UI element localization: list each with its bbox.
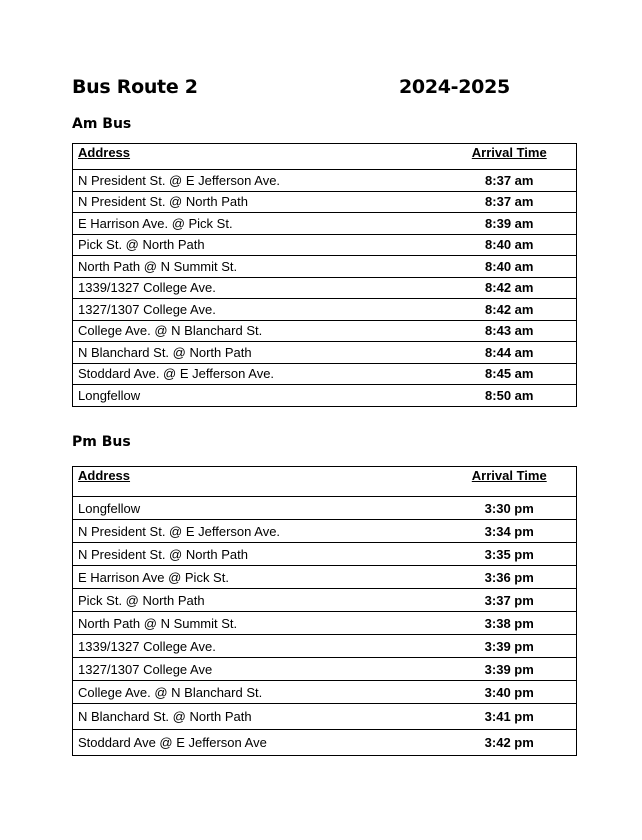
am-stop-time: 8:42 am [443,277,577,299]
pm-stop-address: North Path @ N Summit St. [73,612,443,635]
am-stop-address: 1339/1327 College Ave. [73,277,443,299]
am-stop-time: 8:37 am [443,170,577,192]
am-bus-heading: Am Bus [72,116,132,132]
pm-stop-address: E Harrison Ave @ Pick St. [73,566,443,589]
pm-table-row [73,730,577,756]
am-stop-time: 8:44 am [443,342,577,364]
am-stop-address: N President St. @ North Path [73,191,443,213]
am-table-row [73,213,577,235]
am-stop-time: 8:43 am [443,320,577,342]
pm-stop-address: Longfellow [73,497,443,520]
am-stop-address: Longfellow [73,385,443,407]
am-arrival-time-column-header: Arrival Time [443,144,577,170]
pm-stop-address: N Blanchard St. @ North Path [73,704,443,730]
pm-stop-time: 3:30 pm [443,497,577,520]
am-table-row [73,299,577,321]
pm-stop-time: 3:39 pm [443,635,577,658]
am-table-row [73,234,577,256]
school-year: 2024-2025 [399,76,510,98]
am-table-row [73,363,577,385]
pm-table-row [73,543,577,566]
pm-stop-time: 3:38 pm [443,612,577,635]
pm-schedule-table [72,466,577,756]
pm-table-row [73,681,577,704]
pm-stop-address: 1327/1307 College Ave [73,658,443,681]
pm-table-row [73,566,577,589]
am-table-row [73,170,577,192]
am-stop-address: North Path @ N Summit St. [73,256,443,278]
am-stop-time: 8:40 am [443,256,577,278]
pm-arrival-time-column-header: Arrival Time [443,467,577,497]
am-stop-time: 8:50 am [443,385,577,407]
am-stop-address: College Ave. @ N Blanchard St. [73,320,443,342]
am-stop-time: 8:45 am [443,363,577,385]
am-stop-address: Pick St. @ North Path [73,234,443,256]
pm-table-row [73,497,577,520]
am-stop-address: E Harrison Ave. @ Pick St. [73,213,443,235]
pm-stop-time: 3:34 pm [443,520,577,543]
am-table-row [73,320,577,342]
am-schedule-table [72,143,577,407]
pm-stop-address: 1339/1327 College Ave. [73,635,443,658]
am-table-row [73,342,577,364]
am-stop-time: 8:37 am [443,191,577,213]
pm-bus-heading: Pm Bus [72,434,131,450]
am-table-row [73,277,577,299]
am-table-row [73,191,577,213]
pm-table-row [73,612,577,635]
page-title: Bus Route 2 [72,76,198,98]
am-address-column-header: Address [73,144,443,170]
am-table-row [73,385,577,407]
pm-stop-address: Stoddard Ave @ E Jefferson Ave [73,730,443,756]
pm-address-column-header: Address [73,467,443,497]
pm-stop-time: 3:42 pm [443,730,577,756]
pm-stop-address: Pick St. @ North Path [73,589,443,612]
am-stop-address: N Blanchard St. @ North Path [73,342,443,364]
pm-stop-address: College Ave. @ N Blanchard St. [73,681,443,704]
pm-stop-time: 3:36 pm [443,566,577,589]
am-stop-time: 8:39 am [443,213,577,235]
am-stop-time: 8:40 am [443,234,577,256]
pm-table-row [73,520,577,543]
pm-stop-address: N President St. @ North Path [73,543,443,566]
pm-stop-address: N President St. @ E Jefferson Ave. [73,520,443,543]
pm-stop-time: 3:40 pm [443,681,577,704]
pm-table-row [73,635,577,658]
pm-stop-time: 3:35 pm [443,543,577,566]
pm-table-row [73,589,577,612]
pm-table-row [73,658,577,681]
pm-table-row [73,704,577,730]
am-table-row [73,256,577,278]
am-table-header-row [73,144,577,170]
am-stop-address: N President St. @ E Jefferson Ave. [73,170,443,192]
pm-stop-time: 3:37 pm [443,589,577,612]
am-stop-address: Stoddard Ave. @ E Jefferson Ave. [73,363,443,385]
pm-stop-time: 3:39 pm [443,658,577,681]
am-stop-address: 1327/1307 College Ave. [73,299,443,321]
pm-stop-time: 3:41 pm [443,704,577,730]
pm-table-header-row [73,467,577,497]
am-stop-time: 8:42 am [443,299,577,321]
